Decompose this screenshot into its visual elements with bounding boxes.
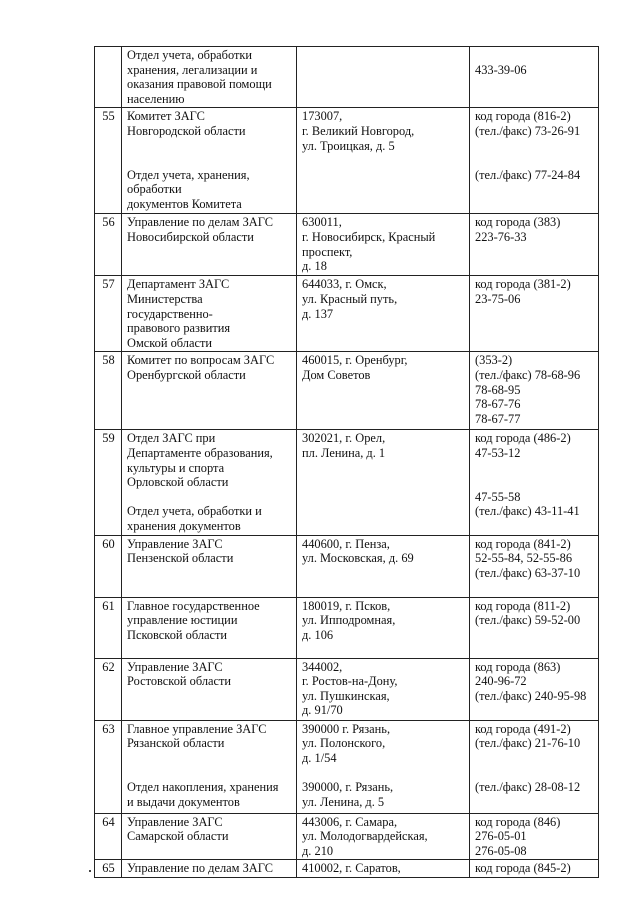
office-name-cell: Департамент ЗАГС Министерства государственно- правового развития Омской области [122,276,297,352]
table-row [95,276,599,352]
office-name-cell: Управление ЗАГС Ростовской области [122,658,297,720]
address-cell: 390000 г. Рязань, ул. Полонского, д. 1/54 390000, г. Рязань, ул. Ленина, д. 5 [297,720,470,813]
row-number: 58 [95,352,122,430]
table-row [95,214,599,276]
office-name-cell: Комитет ЗАГС Новгородской области Отдел учета, хранения, обработки документов Комитета [122,108,297,214]
phone-cell: код города (845-2) [470,860,599,878]
table-row [95,720,599,813]
phone-cell: код города (491-2) (тел./факс) 21-76-10 (тел./факс) 28-08-12 [470,720,599,813]
row-number: 56 [95,214,122,276]
office-name-cell: Отдел ЗАГС при Департаменте образования, культуры и спорта Орловской области Отдел учета, обработки и хранения документов [122,430,297,535]
address-cell: 630011, г. Новосибирск, Красный проспект, д. 18 [297,214,470,276]
phone-cell: (353-2) (тел./факс) 78-68-96 78-68-95 78-67-76 78-67-77 [470,352,599,430]
address-cell: 180019, г. Псков, ул. Ипподромная, д. 106 [297,597,470,658]
phone-cell: код города (841-2) 52-55-84, 52-55-86 (тел./факс) 63-37-10 [470,535,599,597]
address-cell: 410002, г. Саратов, [297,860,470,878]
row-number: 65 [95,860,122,878]
office-name-cell: Главное управление ЗАГС Рязанской области Отдел накопления, хранения и выдачи документов [122,720,297,813]
row-number: 55 [95,108,122,214]
row-number [95,47,122,108]
table-row [95,535,599,597]
phone-cell: код города (381-2) 23-75-06 [470,276,599,352]
registry-offices-table [94,46,599,878]
office-name-cell: Управление ЗАГС Пензенской области [122,535,297,597]
row-number: 61 [95,597,122,658]
office-name-cell: Комитет по вопросам ЗАГС Оренбургской области [122,352,297,430]
address-cell: 302021, г. Орел, пл. Ленина, д. 1 [297,430,470,535]
phone-cell: код города (486-2) 47-53-12 47-55-58 (тел./факс) 43-11-41 [470,430,599,535]
row-number: 60 [95,535,122,597]
row-number: 64 [95,813,122,860]
office-name-cell: Управление ЗАГС Самарской области [122,813,297,860]
phone-cell: 433-39-06 [470,47,599,108]
address-cell: 443006, г. Самара, ул. Молодогвардейская, д. 210 [297,813,470,860]
scan-speck [89,870,91,872]
table-row [95,658,599,720]
phone-cell: код города (846) 276-05-01 276-05-08 [470,813,599,860]
table-row [95,430,599,535]
row-number: 62 [95,658,122,720]
address-cell: 344002, г. Ростов-на-Дону, ул. Пушкинская, д. 91/70 [297,658,470,720]
table-row [95,47,599,108]
address-cell: 460015, г. Оренбург, Дом Советов [297,352,470,430]
phone-cell: код города (816-2) (тел./факс) 73-26-91 (тел./факс) 77-24-84 [470,108,599,214]
phone-cell: код города (383) 223-76-33 [470,214,599,276]
office-name-cell: Управление по делам ЗАГС Новосибирской области [122,214,297,276]
table-row [95,813,599,860]
address-cell: 173007, г. Великий Новгород, ул. Троицкая, д. 5 [297,108,470,214]
phone-cell: код города (811-2) (тел./факс) 59-52-00 [470,597,599,658]
table-row [95,108,599,214]
table-row [95,860,599,878]
office-name-cell: Отдел учета, обработки хранения, легализации и оказания правовой помощи населению [122,47,297,108]
table-row [95,352,599,430]
phone-cell: код города (863) 240-96-72 (тел./факс) 240-95-98 [470,658,599,720]
table-row [95,597,599,658]
office-name-cell: Главное государственное управление юстиции Псковской области [122,597,297,658]
row-number: 57 [95,276,122,352]
address-cell: 440600, г. Пенза, ул. Московская, д. 69 [297,535,470,597]
office-name-cell: Управление по делам ЗАГС [122,860,297,878]
address-cell [297,47,470,108]
row-number: 59 [95,430,122,535]
row-number: 63 [95,720,122,813]
address-cell: 644033, г. Омск, ул. Красный путь, д. 137 [297,276,470,352]
